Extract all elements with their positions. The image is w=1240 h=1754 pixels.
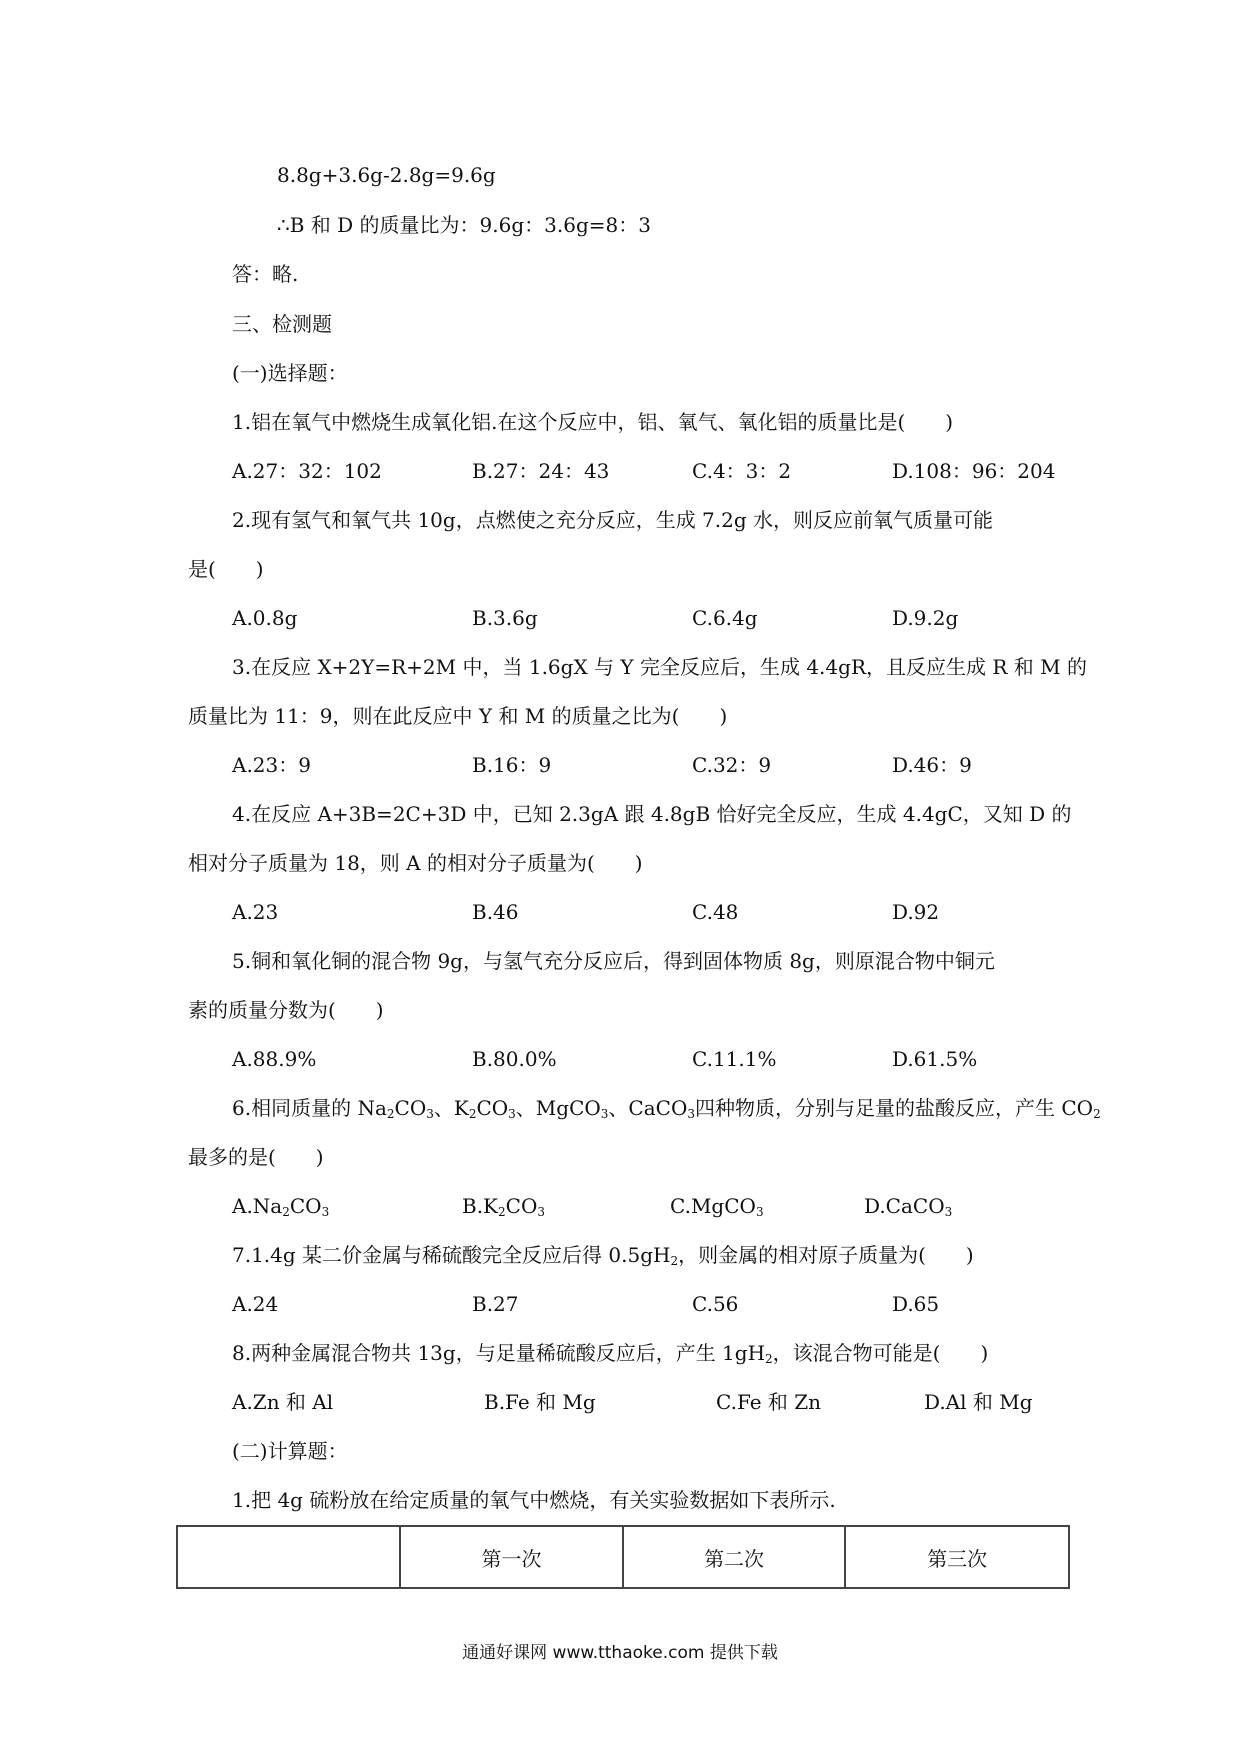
part2-heading: (二)计算题：: [232, 1439, 348, 1463]
solution-line-1: 8.8g+3.6g-2.8g=9.6g: [277, 163, 496, 187]
question-6-cont: 最多的是( ): [188, 1145, 324, 1169]
option-a: A.23：9: [232, 753, 311, 777]
option-c: C.48: [692, 900, 739, 924]
option-a: A.27：32：102: [232, 459, 382, 483]
option-b: B.Fe 和 Mg: [484, 1390, 596, 1414]
question-8: 8.两种金属混合物共 13g，与足量稀硫酸反应后，产生 $1gH_2$，该混合物可能是( ): [232, 1341, 989, 1366]
option-d: D.9.2g: [892, 606, 959, 630]
question-1: 1.铝在氧气中燃烧生成氧化铝.在这个反应中，铝、氧气、氧化铝的质量比是( ): [232, 410, 954, 434]
table-header-cell: 第三次: [845, 1526, 1069, 1588]
option-d: D.46：9: [892, 753, 972, 777]
option-c: C.4：3：2: [692, 459, 792, 483]
question-5-cont: 素的质量分数为( ): [188, 998, 384, 1022]
option-a: A.0.8g: [232, 606, 298, 630]
option-d: D.92: [892, 900, 940, 924]
option-d: D.CaCO$_3$: [864, 1194, 953, 1219]
option-b: B.3.6g: [472, 606, 538, 630]
option-a: A.24: [232, 1292, 279, 1316]
part1-heading: (一)选择题：: [232, 361, 348, 385]
option-d: D.Al 和 Mg: [924, 1390, 1033, 1414]
option-a: A.23: [232, 900, 279, 924]
question-2-cont: 是( ): [188, 557, 264, 581]
option-c: C.32：9: [692, 753, 772, 777]
option-d: D.61.5%: [892, 1047, 978, 1071]
calc-question-1: 1.把 4g 硫粉放在给定质量的氧气中燃烧，有关实验数据如下表所示.: [232, 1488, 836, 1512]
section-heading: 三、检测题: [232, 312, 332, 336]
option-c: C.56: [692, 1292, 739, 1316]
question-3: 3.在反应 X+2Y=R+2M 中，当 1.6gX 与 Y 完全反应后，生成 4.4gR，且反应生成 R 和 M 的: [232, 655, 1087, 679]
option-b: B.27: [472, 1292, 519, 1316]
option-b: B.16：9: [472, 753, 552, 777]
option-b: B.80.0%: [472, 1047, 557, 1071]
question-3-cont: 质量比为 11：9，则在此反应中 Y 和 M 的质量之比为( ): [188, 704, 728, 728]
option-c: C.MgCO$_3$: [670, 1194, 764, 1219]
question-6: 6.相同质量的 $Na_2CO_3$、$K_2CO_3$、MgCO$_3$、CaCO$_3$四种物质，分别与足量的盐酸反应，产生 $CO_2$: [232, 1096, 1101, 1121]
option-b: B.27：24：43: [472, 459, 610, 483]
table-header-cell: [177, 1526, 400, 1588]
question-4: 4.在反应 A+3B=2C+3D 中，已知 2.3gA 跟 4.8gB 恰好完全反应，生成 4.4gC，又知 D 的: [232, 802, 1072, 826]
option-c: C.6.4g: [692, 606, 758, 630]
question-2: 2.现有氢气和氧气共 10g，点燃使之充分反应，生成 7.2g 水，则反应前氧气质量可能: [232, 508, 994, 532]
solution-line-2: ∴B 和 D 的质量比为：9.6g：3.6g=8：3: [277, 213, 651, 237]
question-7: 7.1.4g 某二价金属与稀硫酸完全反应后得 $0.5gH_2$，则金属的相对原子质量为( ): [232, 1243, 974, 1268]
option-a: A.Zn 和 Al: [232, 1390, 334, 1414]
question-4-cont: 相对分子质量为 18，则 A 的相对分子质量为( ): [188, 851, 643, 875]
page-footer: 通通好课网 www.tthaoke.com 提供下载: [462, 1643, 778, 1663]
table-header-cell: 第二次: [623, 1526, 846, 1588]
option-c: C.Fe 和 Zn: [716, 1390, 822, 1414]
answer-line: 答：略.: [232, 262, 299, 286]
option-b: $B.K_2CO_3$: [462, 1194, 545, 1219]
option-c: C.11.1%: [692, 1047, 777, 1071]
table-header-row: [177, 1526, 1069, 1588]
option-d: D.108：96：204: [892, 459, 1056, 483]
option-d: D.65: [892, 1292, 940, 1316]
experiment-data-table: [176, 1525, 1070, 1589]
option-b: B.46: [472, 900, 519, 924]
option-a: A.88.9%: [232, 1047, 317, 1071]
question-5: 5.铜和氧化铜的混合物 9g，与氢气充分反应后，得到固体物质 8g，则原混合物中铜元: [232, 949, 995, 973]
option-a: $A.Na_2CO_3$: [232, 1194, 330, 1219]
table-header-cell: 第一次: [400, 1526, 623, 1588]
